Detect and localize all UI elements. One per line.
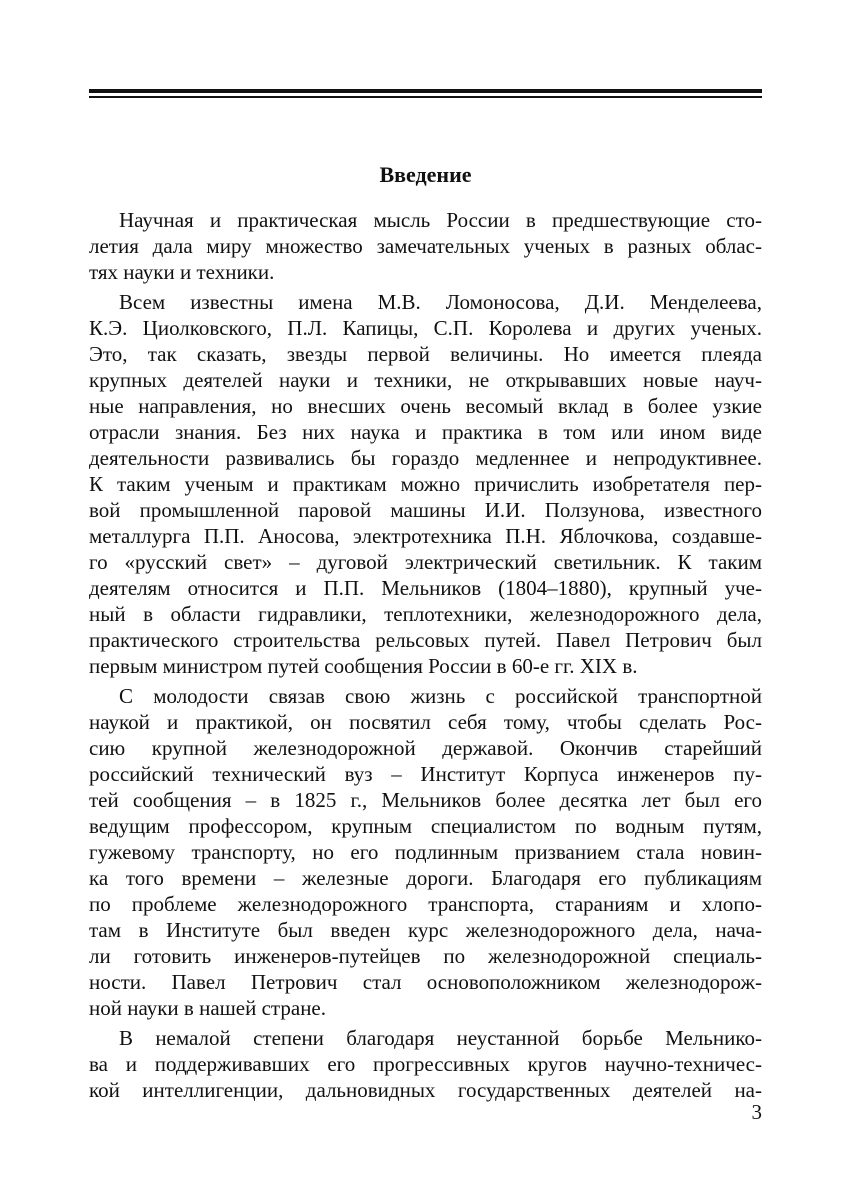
text-line: ка того времени – железные дороги. Благодаря его публикациям <box>89 866 762 890</box>
text-line: летия дала миру множество замечательных ученых в разных облас- <box>89 234 762 258</box>
paragraph <box>89 683 762 1021</box>
text-line: ный в области гидравлики, теплотехники, железнодорожного дела, <box>89 602 762 626</box>
paragraph <box>89 1025 762 1103</box>
text-line: сию крупной железнодорожной державой. Окончив старейший <box>89 736 762 760</box>
text-line: ли готовить инженеров-путейцев по железнодорожной специаль- <box>89 944 762 968</box>
text-line: В немалой степени благодаря неустанной борьбе Мельнико- <box>119 1026 762 1050</box>
text-line: ной науки в нашей стране. <box>89 996 326 1020</box>
text-line: С молодости связав свою жизнь с российской транспортной <box>119 684 762 708</box>
text-line: Это, так сказать, звезды первой величины. Но имеется плеяда <box>89 342 762 366</box>
text-line: по проблеме железнодорожного транспорта, стараниям и хлопо- <box>89 892 762 916</box>
paragraph <box>89 289 762 679</box>
text-line: ные направления, но внесших очень весомый вклад в более узкие <box>89 394 762 418</box>
text-line: металлурга П.П. Аносова, электротехника П.Н. Яблочкова, создавше- <box>89 524 762 548</box>
text-line: ведущим профессором, крупным специалистом по водным путям, <box>89 814 762 838</box>
header-rule-thick <box>89 89 762 93</box>
text-line: российский технический вуз – Институт Корпуса инженеров пу- <box>89 762 762 786</box>
text-line: К.Э. Циолковского, П.Л. Капицы, С.П. Королева и других ученых. <box>89 316 762 340</box>
body-text <box>89 207 762 1107</box>
text-line: наукой и практикой, он посвятил себя тому, чтобы сделать Рос- <box>89 710 762 734</box>
text-line: Всем известны имена М.В. Ломоносова, Д.И. Менделеева, <box>119 290 762 314</box>
text-line: К таким ученым и практикам можно причислить изобретателя пер- <box>89 472 762 496</box>
text-line: гужевому транспорту, но его подлинным призванием стала новин- <box>89 840 762 864</box>
text-line: тях науки и техники. <box>89 260 275 284</box>
text-line: го «русский свет» – дуговой электрический светильник. К таким <box>89 550 762 574</box>
text-line: кой интеллигенции, дальновидных государственных деятелей на- <box>89 1078 762 1102</box>
text-line: крупных деятелей науки и техники, не открывавших новые науч- <box>89 368 762 392</box>
text-line: практического строительства рельсовых путей. Павел Петрович был <box>89 628 762 652</box>
paragraph <box>89 207 762 285</box>
text-line: ности. Павел Петрович стал основоположником железнодорож- <box>89 970 762 994</box>
text-line: отрасли знания. Без них наука и практика в том или ином виде <box>89 420 762 444</box>
page-title: Введение <box>379 162 472 187</box>
page-number: 3 <box>751 1100 762 1124</box>
text-line: там в Институте был введен курс железнодорожного дела, нача- <box>89 918 762 942</box>
text-line: деятелям относится и П.П. Мельников (1804–1880), крупный уче- <box>89 576 762 600</box>
text-line: ва и поддерживавших его прогрессивных кругов научно-техничес- <box>89 1052 762 1076</box>
text-line: деятельности развивались бы гораздо медленнее и непродуктивнее. <box>89 446 762 470</box>
text-line: тей сообщения – в 1825 г., Мельников более десятка лет был его <box>89 788 762 812</box>
text-line: первым министром путей сообщения России в 60-е гг. XIX в. <box>89 654 638 678</box>
text-line: вой промышленной паровой машины И.И. Ползунова, известного <box>89 498 762 522</box>
header-rule-thin <box>89 96 762 98</box>
text-line: Научная и практическая мысль России в предшествующие сто- <box>119 208 762 232</box>
